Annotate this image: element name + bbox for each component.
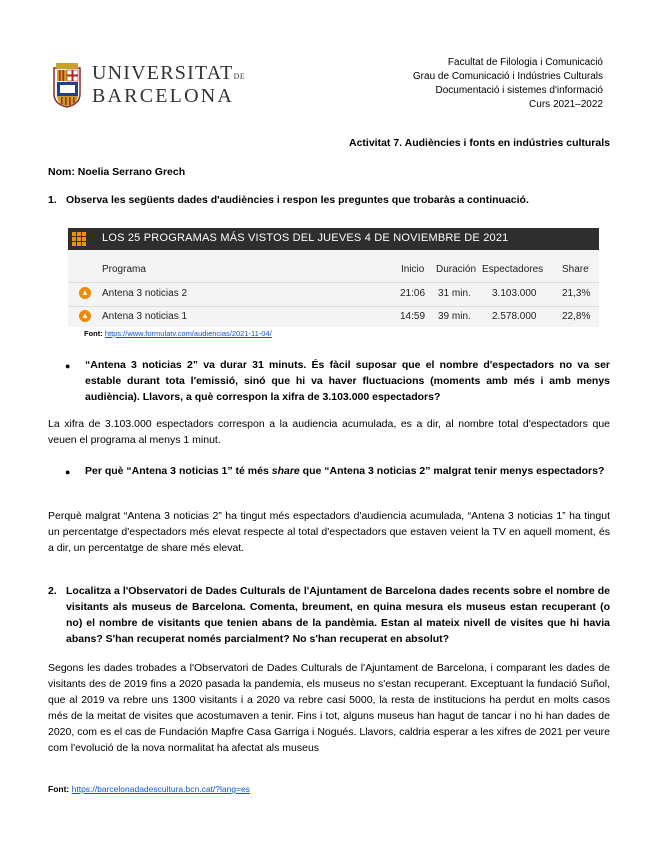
source-label: Font: — [84, 329, 103, 338]
col-header-program: Programa — [102, 264, 146, 275]
bullet-dot-icon: ● — [65, 467, 71, 477]
logo-barcelona-text: BARCELONA — [92, 85, 235, 107]
row-divider — [68, 282, 599, 283]
row-1-program: Antena 3 noticias 2 — [102, 288, 188, 299]
question-text: Localitza a l'Observatori de Dades Culturals de l'Ajuntament de Barcelona dades recents sobre el nombre de visitants als museus de Barcelona. Comenta, breument, en quina mesura els museus estan recuperant (o no) el nombre de visitants que tenien abans de la pandèmia. Estan al mateix nivell de visites que hi havia abans? S'han recuperat només parcialment? No s'han recuperat en absolut? — [66, 585, 610, 645]
answer-2: Perquè malgrat “Antena 3 noticias 2” ha tingut més espectadors d'audiencia acumulada, “Antena 3 noticias 1” ha tingut un percentatge d'espectadors més elevat respecte al total d'espectadors que estaven veient la TV en aquell moment, és a dir, un percentatge de share més elevat. — [48, 510, 610, 554]
source-link[interactable]: https://barcelonadadescultura.bcn.cat/?lang=es — [71, 784, 251, 794]
answer-3: Segons les dades trobades a l'Observatori de Dades Culturals de l'Ajuntament de Barcelona, i comparant les dades de visitants des de 2019 fins a 2020 pasada la pandemia, els museus no s'estan recuperant. Exceptuant la fundació Suñol, que al 2019 va rebre uns 1300 visitants i a 2020 va rebre casi 5000, la resta de institucions ha perdut en molts casos més de la meitat de visites que acostumaven a tenir. Fins i tot, alguns museus han hagut de tancar i no hi han dades de 2020, com es el cas de Fundación Mapfre Casa Garriga i Nogués. Llavors, caldria esperar a les xifres de 2021 per veure com l'evolució de la nova normalitat ha afectat als museus — [48, 662, 610, 754]
row-1-viewers: 3.103.000 — [492, 288, 537, 299]
antena3-logo-icon: ▲ — [79, 310, 91, 322]
col-header-share: Share — [562, 264, 589, 275]
question-number: 2. — [48, 585, 57, 597]
header-line-degree: Grau de Comunicació i Indústries Culturals — [412, 71, 603, 82]
bullet-question-text: Per què “Antena 3 noticias 1” té més share que “Antena 3 noticias 2” malgrat tenir menys espectadors? — [85, 465, 605, 477]
bullet-question-1 — [0, 357, 655, 405]
logo-university-text: UNIVERSITATDE — [92, 62, 246, 84]
question-2 — [0, 583, 655, 647]
row-2-viewers: 2.578.000 — [492, 311, 537, 322]
university-crest-logo — [52, 60, 82, 108]
student-name: Nom: Noelia Serrano Grech — [48, 166, 186, 178]
row-2-program: Antena 3 noticias 1 — [102, 311, 188, 322]
row-2-duration: 39 min. — [438, 311, 471, 322]
table-source — [84, 329, 272, 338]
header-block — [413, 56, 603, 112]
question-1 — [0, 192, 655, 212]
bullet-dot-icon: ● — [65, 361, 71, 371]
source-link[interactable]: https://www.formulatv.com/audiencias/2021-11-04/ — [104, 329, 272, 338]
row-2-start: 14:59 — [400, 311, 426, 322]
source-label: Font: — [48, 784, 70, 794]
antena3-logo-icon: ▲ — [79, 287, 91, 299]
col-header-viewers: Espectadores — [482, 264, 544, 275]
header-line-faculty: Facultat de Filologia i Comunicació — [447, 57, 603, 68]
col-header-duration: Duración — [436, 264, 477, 275]
row-divider — [68, 306, 599, 307]
activity-title: Activitat 7. Audiències i fonts en indústries culturals — [348, 137, 610, 149]
row-2-share: 22,8% — [562, 311, 591, 322]
share-emphasis: share — [271, 465, 300, 477]
question-number: 1. — [48, 194, 57, 206]
ratings-table-title: LOS 25 PROGRAMAS MÁS VISTOS DEL JUEVES 4 DE NOVIEMBRE DE 2021 — [102, 232, 509, 244]
row-1-start: 21:06 — [400, 288, 426, 299]
bullet-question-2 — [0, 463, 655, 495]
observatory-source — [48, 784, 250, 794]
row-1-duration: 31 min. — [438, 288, 471, 299]
bullet-question-text: “Antena 3 noticias 2” va durar 31 minuts. És fàcil suposar que el nombre d'espectadors no va ser estable durant tota l'emissió, sinó que hi va haver fluctuacions (moments amb més i amb menys audiència). Llavors, a què correspon la xifra de 3.103.000 espectadors? — [85, 359, 610, 403]
header-line-course: Curs 2021–2022 — [529, 99, 603, 110]
col-header-start: Inicio — [401, 264, 425, 275]
ratings-table-header-bar — [68, 228, 599, 250]
grid-icon — [72, 232, 86, 246]
question-text: Observa les següents dades d'audiències i respon les preguntes que trobaràs a continuació. — [66, 194, 529, 206]
logo-de-text: DE — [233, 72, 246, 81]
ratings-table — [68, 250, 599, 327]
answer-1: La xifra de 3.103.000 espectadors correspon a la audiencia acumulada, es a dir, al nombre total d'espectadors que veuen el programa al menys 1 minut. — [48, 418, 610, 446]
header-line-subject: Documentació i sistemes d'informació — [435, 85, 603, 96]
row-1-share: 21,3% — [562, 288, 591, 299]
